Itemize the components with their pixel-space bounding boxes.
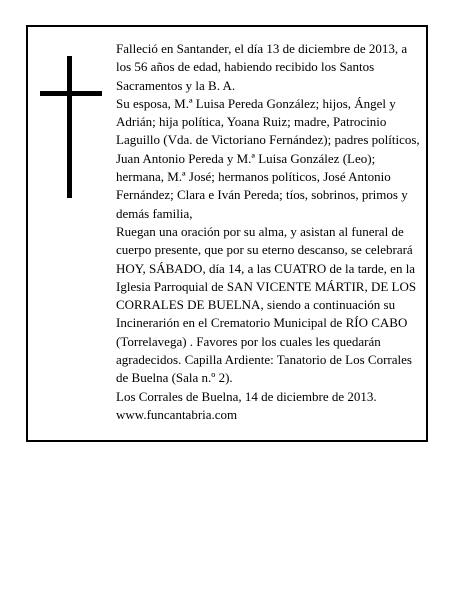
cross-icon — [40, 56, 102, 198]
notice-body — [116, 40, 424, 424]
obituary-notice — [26, 25, 428, 442]
death-announcement: Falleció en Santander, el día 13 de diciembre de 2013, a los 56 años de edad, habiendo recibido los Santos Sacramentos y la B. A. — [116, 41, 408, 93]
family-list: Su esposa, M.ª Luisa Pereda González; hijos, Ángel y Adrián; hija política, Yoana Ruiz; madre, Patrocinio Laguillo (Vda. de Victoriano Fernández); padres políticos, Juan Antonio Pereda y M.ª Luisa González (Leo); hermana, M.ª José; hermanos políticos, José Antonio Fernández; Clara e Iván Pereda; tíos, sobrinos, primos y demás familia, — [116, 95, 420, 221]
funeral-details: Ruegan una oración por su alma, y asistan al funeral de cuerpo presente, que por su eterno descanso, se celebrará HOY, SÁBADO, día 14, a las CUATRO de la tarde, en la Iglesia Parroquial de SAN VICENTE MÁRTIR, DE LOS CORRALES DE BUELNA, siendo a continuación su Incinerarión en el Crematorio Municipal de RÍO CABO (Torrelavega) . Favores por los cuales les quedarán agradecidos. Capilla Ardiente: Tanatorio de Los Corrales de Buelna (Sala n.º 2). — [116, 223, 417, 386]
website-link: www.funcantabria.com — [116, 406, 238, 422]
place-date-line: Los Corrales de Buelna, 14 de diciembre de 2013. — [116, 388, 377, 404]
cross-horizontal-bar — [40, 91, 102, 96]
cross-vertical-bar — [67, 56, 72, 198]
